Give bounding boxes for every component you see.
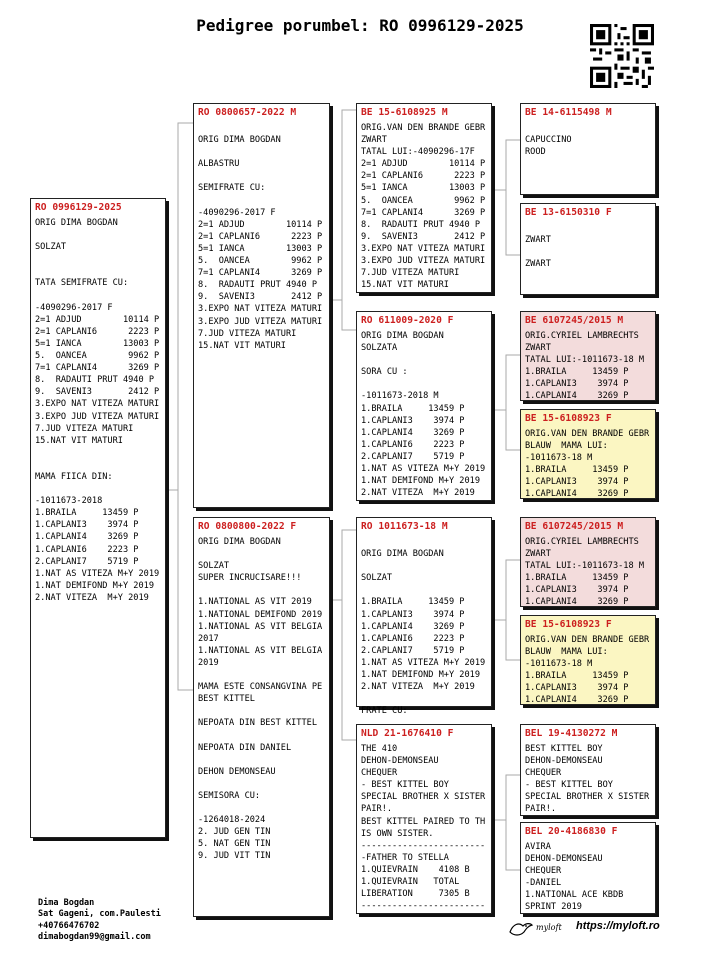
- detail-line: 8. RADAUTI PRUT 4940 P: [35, 375, 154, 386]
- ggm-1-card: [520, 203, 656, 295]
- detail-line: ZWART: [361, 135, 387, 146]
- detail-line: -4090296-2017 F: [35, 302, 113, 313]
- detail-line: ORIG.VAN DEN BRANDE GEBR: [525, 635, 650, 645]
- detail-line: 2.NAT VITEZA M+Y 2019: [35, 592, 149, 603]
- detail-line: 3.EXPO NAT VITEZA MATURI: [35, 399, 160, 410]
- detail-line: -DANIEL: [525, 878, 562, 889]
- detail-line: 1.CAPLANI6 2223 P: [361, 633, 465, 644]
- paternal-grandmother-ring-number: RO 611009-2020 F: [361, 315, 454, 326]
- detail-line: 1.NAT AS VITEZA M+Y 2019: [361, 464, 486, 475]
- detail-line: DEHON-DEMONSEAU: [525, 854, 603, 865]
- detail-line: -4090296-2017 F: [198, 207, 276, 218]
- mother-card: [193, 517, 330, 917]
- detail-line: 1.CAPLANI3 3974 P: [525, 477, 629, 488]
- detail-line: TATAL LUI:-1011673-18 M: [525, 355, 644, 366]
- ggf-4-ring-number: BEL 19-4130272 M: [525, 728, 618, 739]
- detail-line: 5=1 IANCA 13003 P: [35, 338, 160, 349]
- detail-line: AVIRA: [525, 842, 551, 852]
- detail-line: [35, 253, 161, 265]
- maternal-grandfather-ring-number: RO 1011673-18 M: [361, 521, 448, 532]
- detail-line: CHEQUER: [361, 768, 398, 779]
- detail-line: CAPUCCINO: [525, 135, 572, 146]
- detail-line: 1.NAT DEMIFOND M+Y 2019: [361, 670, 480, 681]
- detail-line: 1.BRAILA 13459 P: [361, 403, 465, 414]
- ggf-1-card: [520, 103, 656, 195]
- detail-line: [361, 584, 487, 596]
- detail-line: 2019: [198, 657, 219, 668]
- ggf-2-details: [521, 328, 655, 405]
- detail-line: [198, 195, 325, 207]
- detail-line: 2.NAT VITEZA M+Y 2019: [361, 488, 475, 499]
- detail-line: SOLZAT: [35, 242, 67, 253]
- detail-line: 1.NATIONAL DEMIFOND 2019: [198, 609, 323, 620]
- detail-line: [198, 122, 325, 134]
- detail-line: 1.NAT DEMIFOND M+Y 2019: [361, 476, 480, 487]
- detail-line: 2.NAT VITEZA M+Y 2019: [361, 682, 475, 693]
- detail-line: -1011673-2018 M: [361, 391, 439, 402]
- detail-line: 1.BRAILA 13459 P: [525, 671, 629, 682]
- detail-line: PAIR!.: [361, 804, 393, 815]
- detail-line: 2.CAPLANI7 5719 P: [361, 451, 465, 462]
- detail-line: 1.CAPLANI3 3974 P: [361, 415, 465, 426]
- ggm-3-details: [521, 632, 655, 709]
- detail-line: 1.CAPLANI3 3974 P: [525, 683, 629, 694]
- detail-line: 2=1 CAPLANI6 2223 P: [361, 171, 486, 182]
- owner-address: Sat Gageni, com.Paulesti: [38, 909, 161, 920]
- ggm-1-details: [521, 220, 655, 272]
- detail-line: [198, 802, 325, 814]
- detail-line: BEST KITTEL PAIRED TO TH: [361, 816, 486, 827]
- ggm-2-card: [520, 409, 656, 499]
- detail-line: 3.EXPO NAT VITEZA MATURI: [361, 243, 486, 254]
- detail-line: IS OWN SISTER.: [361, 828, 434, 839]
- brand-url-link[interactable]: https://myloft.ro: [576, 920, 660, 932]
- detail-line: [198, 548, 325, 560]
- pigeon-logo-icon: [507, 918, 533, 938]
- brand-name: myloft: [536, 923, 562, 932]
- detail-line: 3.EXPO JUD VITEZA MATURI: [361, 256, 486, 267]
- detail-line: 2=1 ADJUD 10114 P: [361, 159, 486, 170]
- detail-line: [35, 447, 161, 459]
- ggf-4-details: [521, 741, 655, 818]
- detail-line: 1.CAPLANI4 3269 P: [525, 391, 629, 402]
- detail-line: ORIG.CYRIEL LAMBRECHTS: [525, 331, 639, 341]
- detail-line: [198, 669, 325, 681]
- detail-line: 5. NAT GEN TIN: [198, 839, 271, 850]
- detail-line: ORIG DIMA BOGDAN: [198, 135, 281, 146]
- ggm-4-ring-number: BEL 20-4186830 F: [525, 826, 618, 837]
- detail-line: FRATE CU:: [361, 706, 408, 717]
- maternal-grandmother-card: [356, 724, 492, 914]
- detail-line: 3.EXPO JUD VITEZA MATURI: [35, 411, 160, 422]
- detail-line: 2.CAPLANI7 5719 P: [35, 556, 139, 567]
- detail-line: SORA CU :: [361, 367, 408, 378]
- detail-line: [361, 536, 487, 548]
- detail-line: SOLZAT: [361, 573, 393, 584]
- subject-pigeon-card: [30, 198, 166, 838]
- ggf-3-card: [520, 517, 656, 607]
- detail-line: 1.CAPLANI6 2223 P: [361, 439, 465, 450]
- subject-details: [31, 215, 165, 606]
- paternal-grandmother-details: [357, 328, 491, 501]
- detail-line: 1.CAPLANI4 3269 P: [525, 489, 629, 500]
- detail-line: SPRINT 2019: [525, 902, 582, 913]
- detail-line: SPECIAL BROTHER X SISTER: [525, 792, 650, 803]
- detail-line: 7.JUD VITEZA MATURI: [361, 268, 460, 279]
- maternal-grandmother-ring-number: NLD 21-1676410 F: [361, 728, 454, 739]
- detail-line: PAIR!.: [525, 804, 557, 815]
- paternal-grandfather-ring-number: BE 15-6108925 M: [361, 107, 448, 118]
- maternal-grandfather-card: [356, 517, 492, 717]
- detail-line: 1.CAPLANI4 3269 P: [361, 427, 465, 438]
- detail-line: 15.NAT VIT MATURI: [35, 435, 123, 446]
- detail-line: - BEST KITTEL BOY: [525, 780, 613, 791]
- detail-line: [35, 483, 161, 495]
- detail-line: BEST KITTEL: [198, 694, 255, 705]
- detail-line: 3.EXPO NAT VITEZA MATURI: [198, 304, 323, 315]
- detail-line: [35, 265, 161, 277]
- detail-line: BLAUW MAMA LUI:: [525, 647, 608, 658]
- detail-line: [361, 354, 487, 366]
- detail-line: [198, 754, 325, 766]
- detail-line: LIBERATION 7305 B: [361, 889, 470, 900]
- detail-line: MAMA ESTE CONSANGVINA PE: [198, 682, 323, 693]
- maternal-grandmother-details: [357, 741, 491, 914]
- detail-line: ORIG.VAN DEN BRANDE GEBR: [361, 123, 486, 133]
- ggf-1-ring-number: BE 14-6115498 M: [525, 107, 612, 118]
- detail-line: SEMIFRATE CU:: [198, 183, 266, 194]
- detail-line: -1011673-2018: [35, 496, 103, 507]
- detail-line: [525, 122, 651, 134]
- detail-line: 2.CAPLANI7 5719 P: [361, 645, 465, 656]
- detail-line: 1.QUIEVRAIN 4108 B: [361, 864, 470, 875]
- owner-name: Dima Bogdan: [38, 898, 95, 908]
- detail-line: 2017: [198, 633, 219, 644]
- detail-line: SOLZATA: [361, 343, 398, 354]
- detail-line: SUPER INCRUCISARE!!!: [198, 573, 302, 584]
- detail-line: ZWART: [525, 343, 551, 354]
- detail-line: ZWART: [525, 549, 551, 560]
- detail-line: 7=1 CAPLANI4 3269 P: [198, 268, 323, 279]
- detail-line: [525, 246, 651, 258]
- detail-line: 1.NATIONAL AS VIT BELGIA: [198, 645, 323, 656]
- detail-line: [198, 730, 325, 742]
- ggm-2-ring-number: BE 15-6108923 F: [525, 413, 612, 424]
- detail-line: TATAL LUI:-4090296-17F: [361, 147, 475, 158]
- detail-line: 5. OANCEA 9962 P: [35, 351, 160, 362]
- detail-line: 2. JUD GEN TIN: [198, 827, 271, 838]
- detail-line: 2=1 CAPLANI6 2223 P: [35, 326, 160, 337]
- detail-line: 1.CAPLANI3 3974 P: [361, 609, 465, 620]
- detail-line: 9. SAVENI3 2412 P: [198, 292, 323, 303]
- maternal-grandfather-details: [357, 534, 491, 719]
- owner-contact: [38, 898, 161, 944]
- detail-line: DEHON-DEMONSEAU: [525, 756, 603, 767]
- detail-line: THE 410: [361, 744, 398, 754]
- father-ring-number: RO 0800657-2022 M: [198, 107, 297, 118]
- ggf-1-details: [521, 120, 655, 160]
- detail-line: -1011673-18 M: [525, 453, 593, 464]
- detail-line: 5=1 IANCA 13003 P: [361, 183, 486, 194]
- detail-line: 1.CAPLANI3 3974 P: [35, 520, 139, 531]
- detail-line: TATA SEMIFRATE CU:: [35, 278, 129, 289]
- detail-line: MAMA FIICA DIN:: [35, 471, 113, 482]
- detail-line: ORIG DIMA BOGDAN: [361, 549, 444, 560]
- detail-line: 1.QUIEVRAIN TOTAL: [361, 877, 460, 888]
- detail-line: ORIG DIMA BOGDAN: [35, 218, 118, 228]
- mother-details: [194, 534, 329, 865]
- detail-line: 1.NAT DEMIFOND M+Y 2019: [35, 580, 154, 591]
- mother-ring-number: RO 0800800-2022 F: [198, 521, 297, 532]
- detail-line: BLAUW MAMA LUI:: [525, 441, 608, 452]
- detail-line: ------------------------: [361, 840, 486, 851]
- detail-line: NEPOATA DIN DANIEL: [198, 742, 292, 753]
- ggm-4-details: [521, 839, 655, 916]
- ggf-3-details: [521, 534, 655, 611]
- detail-line: 1.CAPLANI4 3269 P: [525, 695, 629, 706]
- detail-line: 9. JUD VIT TIN: [198, 851, 271, 862]
- detail-line: [361, 378, 487, 390]
- detail-line: CHEQUER: [525, 866, 562, 877]
- detail-line: 1.CAPLANI6 2223 P: [35, 544, 139, 555]
- detail-line: -1264018-2024: [198, 815, 266, 826]
- detail-line: [525, 222, 651, 234]
- detail-line: 2=1 ADJUD 10114 P: [35, 314, 160, 325]
- detail-line: 5. OANCEA 9962 P: [361, 195, 486, 206]
- detail-line: 1.CAPLANI3 3974 P: [525, 585, 629, 596]
- ggm-2-details: [521, 426, 655, 503]
- detail-line: 9. SAVENI3 2412 P: [35, 387, 160, 398]
- detail-line: 7.JUD VITEZA MATURI: [198, 328, 297, 339]
- detail-line: 2=1 CAPLANI6 2223 P: [198, 231, 323, 242]
- detail-line: ORIG.VAN DEN BRANDE GEBR: [525, 429, 650, 439]
- detail-line: 5. OANCEA 9962 P: [198, 256, 323, 267]
- detail-line: - BEST KITTEL BOY: [361, 780, 449, 791]
- detail-line: [35, 459, 161, 471]
- detail-line: 1.BRAILA 13459 P: [35, 508, 139, 519]
- detail-line: [35, 290, 161, 302]
- detail-line: 1.CAPLANI4 3269 P: [361, 621, 465, 632]
- detail-line: 1.BRAILA 13459 P: [525, 367, 629, 378]
- father-card: [193, 103, 330, 508]
- detail-line: 5=1 IANCA 13003 P: [198, 243, 323, 254]
- detail-line: [198, 146, 325, 158]
- detail-line: -1011673-18 M: [525, 659, 593, 670]
- detail-line: 9. SAVENI3 2412 P: [361, 231, 486, 242]
- ggf-3-ring-number: BE 6107245/2015 M: [525, 521, 624, 532]
- detail-line: [361, 693, 487, 705]
- detail-line: 7=1 CAPLANI4 3269 P: [35, 363, 160, 374]
- detail-line: TATAL LUI:-1011673-18 M: [525, 561, 644, 572]
- detail-line: DEHON-DEMONSEAU: [361, 756, 439, 767]
- detail-line: 1.BRAILA 13459 P: [525, 573, 629, 584]
- ggm-4-card: [520, 822, 656, 914]
- detail-line: 1.NATIONAL AS VIT BELGIA: [198, 621, 323, 632]
- detail-line: NEPOATA DIN BEST KITTEL: [198, 718, 317, 729]
- detail-line: [198, 778, 325, 790]
- detail-line: 8. RADAUTI PRUT 4940 P: [198, 280, 317, 291]
- paternal-grandfather-details: [357, 120, 491, 293]
- detail-line: 3.EXPO JUD VITEZA MATURI: [198, 316, 323, 327]
- detail-line: DEHON DEMONSEAU: [198, 766, 276, 777]
- owner-email[interactable]: dimabogdan99@gmail.com: [38, 932, 151, 943]
- detail-line: CHEQUER: [525, 768, 562, 779]
- detail-line: 8. RADAUTI PRUT 4940 P: [361, 219, 480, 230]
- detail-line: ALBASTRU: [198, 159, 240, 170]
- detail-line: 1.CAPLANI4 3269 P: [35, 532, 139, 543]
- detail-line: SOLZAT: [198, 561, 230, 572]
- detail-line: 1.BRAILA 13459 P: [361, 597, 465, 608]
- ggm-3-ring-number: BE 15-6108923 F: [525, 619, 612, 630]
- page-title: Pedigree porumbel: RO 0996129-2025: [196, 16, 524, 35]
- detail-line: SEMISORA CU:: [198, 790, 261, 801]
- detail-line: [361, 560, 487, 572]
- detail-line: ZWART: [525, 259, 551, 270]
- detail-line: ROOD: [525, 147, 546, 158]
- subject-ring-number: RO 0996129-2025: [35, 202, 122, 213]
- detail-line: ORIG.CYRIEL LAMBRECHTS: [525, 537, 639, 547]
- owner-phone: +40766476702: [38, 920, 100, 931]
- ggf-4-card: [520, 724, 656, 816]
- detail-line: ------------------------: [361, 901, 486, 912]
- detail-line: [198, 170, 325, 182]
- detail-line: 1.CAPLANI3 3974 P: [525, 379, 629, 390]
- ggm-3-card: [520, 615, 656, 705]
- detail-line: [198, 705, 325, 717]
- detail-line: BEST KITTEL BOY: [525, 744, 603, 754]
- detail-line: 1.BRAILA 13459 P: [525, 465, 629, 476]
- detail-line: [35, 229, 161, 241]
- detail-line: 1.NAT AS VITEZA M+Y 2019: [361, 657, 486, 668]
- detail-line: SPECIAL BROTHER X SISTER: [361, 792, 486, 803]
- detail-line: 2=1 ADJUD 10114 P: [198, 219, 323, 230]
- detail-line: 1.NATIONAL ACE KBDB: [525, 890, 624, 901]
- detail-line: 1.CAPLANI4 3269 P: [525, 597, 629, 608]
- detail-line: ZWART: [525, 235, 551, 246]
- detail-line: 7.JUD VITEZA MATURI: [35, 423, 134, 434]
- detail-line: ORIG DIMA BOGDAN: [198, 537, 281, 547]
- detail-line: 7=1 CAPLANI4 3269 P: [361, 207, 486, 218]
- detail-line: 15.NAT VIT MATURI: [198, 340, 286, 351]
- paternal-grandmother-card: [356, 311, 492, 501]
- father-details: [194, 120, 329, 354]
- detail-line: 1.NATIONAL AS VIT 2019: [198, 597, 312, 608]
- detail-line: ORIG DIMA BOGDAN: [361, 331, 444, 341]
- detail-line: -FATHER TO STELLA: [361, 852, 449, 863]
- ggf-2-ring-number: BE 6107245/2015 M: [525, 315, 624, 326]
- ggm-1-ring-number: BE 13-6150310 F: [525, 207, 612, 218]
- detail-line: 1.NAT AS VITEZA M+Y 2019: [35, 568, 160, 579]
- detail-line: [198, 584, 325, 596]
- paternal-grandfather-card: [356, 103, 492, 293]
- ggf-2-card: [520, 311, 656, 401]
- detail-line: 15.NAT VIT MATURI: [361, 280, 449, 291]
